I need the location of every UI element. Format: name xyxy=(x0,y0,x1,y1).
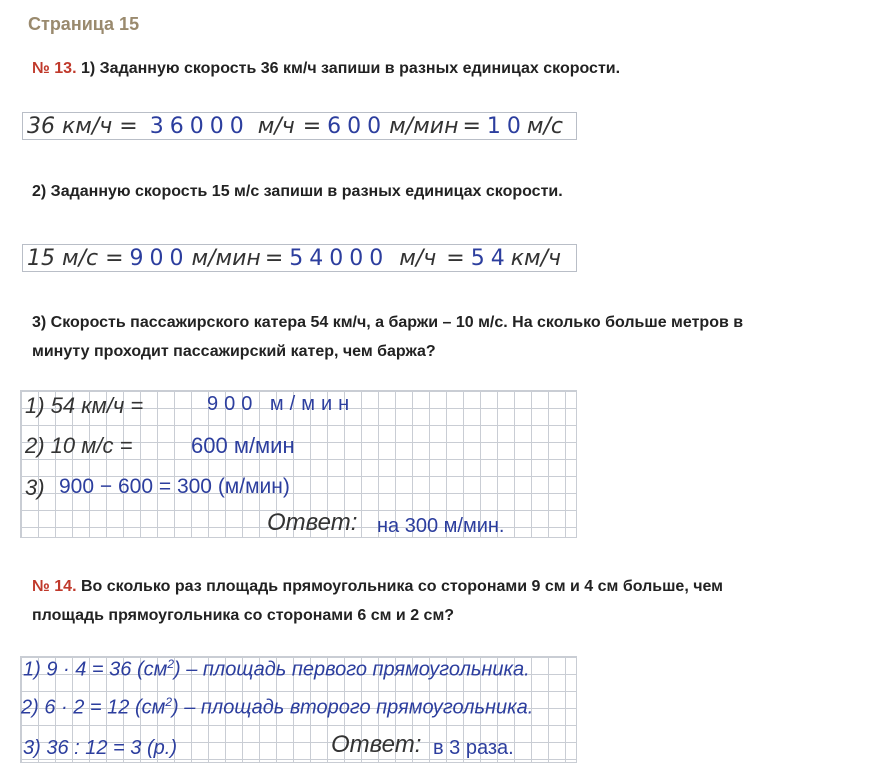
page-title: Страница 15 xyxy=(28,14,140,34)
task13-part3-line1-given: 1) 54 км/ч = xyxy=(25,393,144,418)
task13-part3-line3-prefix: 3) xyxy=(25,475,45,500)
task14-line1-sup: 2 xyxy=(167,657,175,671)
task13-part1-eq2: = xyxy=(462,113,481,139)
task14-line1 xyxy=(23,657,530,682)
task13-part1-unit3: м/с xyxy=(526,113,564,139)
task13-part1-value1: 36000 xyxy=(149,113,250,139)
task14-question-line2: площадь прямоугольника со сторонами 6 см и 2 см? xyxy=(32,607,455,624)
task14-grid xyxy=(20,656,577,763)
task13-part3-question-line1: 3) Скорость пассажирского катера 54 км/ч, а баржи – 10 м/с. На сколько больше метров в xyxy=(32,314,744,331)
task13-number: № 13. xyxy=(32,60,77,77)
task13-part1-question xyxy=(32,54,620,83)
task14-question xyxy=(32,572,862,630)
task14-answer-label: Ответ: xyxy=(331,731,422,758)
task14-answer-text: в 3 раза. xyxy=(433,737,514,759)
task13-part2-unit2: м/ч xyxy=(399,245,437,271)
task13-part2-answer-strip xyxy=(22,244,577,272)
task13-part3-line3-answer: 900 − 600 = 300 (м/мин) xyxy=(59,475,290,498)
task13-part3-line1-answer: 900 м/мин xyxy=(207,393,356,415)
task13-part3-question-line2: минуту проходит пассажирский катер, чем баржа? xyxy=(32,343,436,360)
task13-part1-eq1: = xyxy=(302,113,322,139)
task13-part3-line2-answer: 600 м/мин xyxy=(191,433,295,458)
task14-line3: 3) 36 : 12 = 3 (р.) xyxy=(23,737,177,759)
task13-part1-unit1: м/ч xyxy=(257,113,295,139)
task13-part2-question: 2) Заданную скорость 15 м/с запиши в разных единицах скорости. xyxy=(32,183,563,200)
task13-part3-line2-given: 2) 10 м/с = xyxy=(25,433,133,458)
task14-line1-a: 1) 9 · 4 = 36 (см xyxy=(23,658,168,681)
task13-part1-answer-strip xyxy=(22,112,577,140)
task13-part2-value2: 54000 xyxy=(289,245,390,271)
task13-part2-unit3: км/ч xyxy=(510,245,562,271)
task13-part3-question xyxy=(32,308,862,366)
task13-part2-value1: 900 xyxy=(129,245,190,271)
task13-part1-text: 1) Заданную скорость 36 км/ч запиши в разных единицах скорости. xyxy=(76,60,621,77)
task13-answer-label: Ответ: xyxy=(267,509,358,536)
task13-part1-given: 36 км/ч = xyxy=(27,113,138,139)
task13-part3-grid xyxy=(20,390,577,538)
task13-answer-text: на 300 м/мин. xyxy=(377,515,505,537)
task14-line2-b: ) – площадь второго прямоугольника. xyxy=(172,696,534,719)
task13-part2-given: 15 м/с = xyxy=(27,245,124,271)
task13-part2-eq1: = xyxy=(264,245,284,271)
task13-part1-unit2: м/мин xyxy=(389,113,459,139)
task14-line1-b: ) – площадь первого прямоугольника. xyxy=(174,658,530,681)
task13-part2-eq2: = xyxy=(446,245,465,271)
task14-line2-sup: 2 xyxy=(165,695,173,709)
task13-part1-value2: 600 xyxy=(327,113,388,139)
task14-question-line1: Во сколько раз площадь прямоугольника со сторонами 9 см и 4 см больше, чем xyxy=(76,578,724,595)
task14-number: № 14. xyxy=(32,578,77,595)
task13-part2-unit1: м/мин xyxy=(191,245,261,271)
task13-part2-value3: 54 xyxy=(470,245,511,271)
task13-part1-value3: 10 xyxy=(486,113,527,139)
task14-line2-a: 2) 6 · 2 = 12 (см xyxy=(21,696,166,719)
task14-line2 xyxy=(21,695,533,720)
